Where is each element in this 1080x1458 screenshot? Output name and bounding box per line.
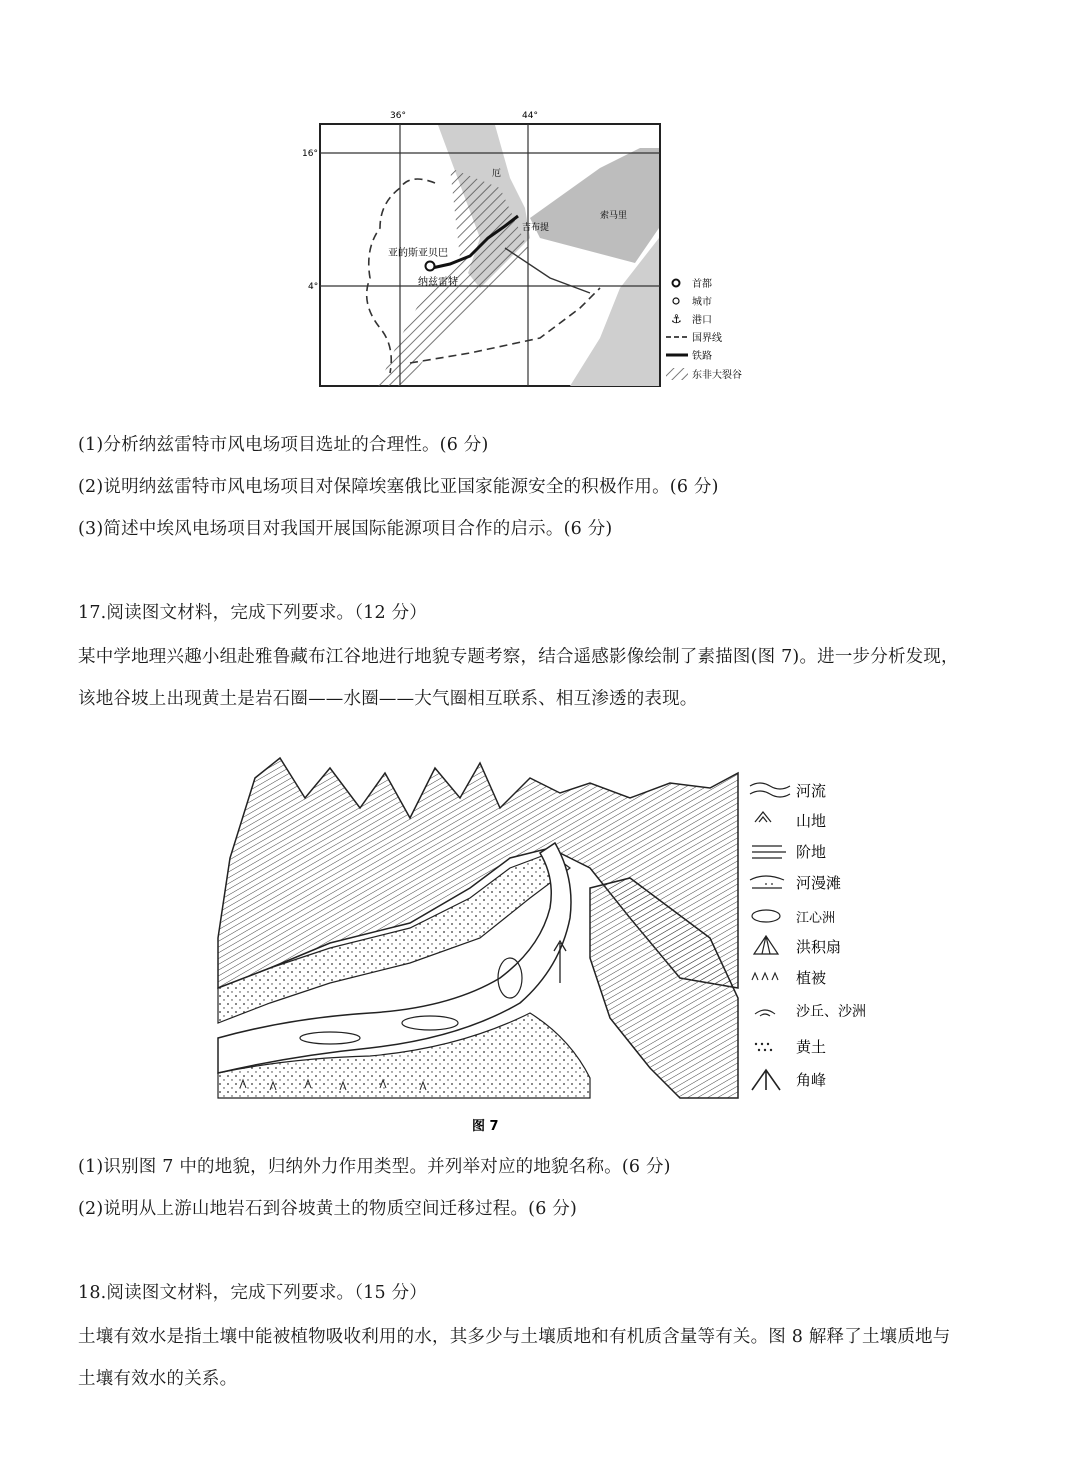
legend-city: 城市 (692, 297, 712, 308)
legend-railway: 铁路 (692, 351, 712, 362)
q17-paragraph-line2: 该地谷坡上出现黄土是岩石圈——水圈——大气圈相互联系、相互渗透的表现。 (78, 689, 698, 709)
label-djibouti: 吉布提 (522, 223, 550, 233)
label-nazret: 纳兹雷特 (418, 277, 458, 288)
capital-icon (673, 280, 680, 287)
dune-icon (755, 1010, 775, 1016)
q18-title: 18.阅读图文材料，完成下列要求。（15 分） (78, 1283, 428, 1303)
legend-island: 江心洲 (796, 911, 836, 926)
lat-label-16: 16° (302, 149, 318, 159)
q16-sub3: (3)简述中埃风电场项目对我国开展国际能源项目合作的启示。(6 分) (78, 519, 613, 539)
river-icon (750, 783, 790, 797)
legend-port: 港口 (692, 315, 712, 326)
q17-title: 17.阅读图文材料，完成下列要求。（12 分） (78, 603, 428, 623)
legend-capital: 首都 (692, 279, 712, 290)
legend-dune: 沙丘、沙洲 (796, 1004, 866, 1020)
legend-border: 国界线 (692, 333, 722, 344)
lon-label-44: 44° (522, 111, 538, 121)
legend-vegetation: 植被 (796, 969, 827, 987)
legend-alluvial-fan: 洪积扇 (796, 938, 842, 956)
mountain-icon (755, 812, 771, 822)
figure-7-caption: 图 7 (472, 1119, 499, 1134)
alluvial-fan-icon (754, 936, 778, 954)
lat-label-4: 4° (308, 282, 319, 292)
peak-icon (752, 1070, 780, 1090)
q18-paragraph-line2: 土壤有效水的关系。 (78, 1369, 238, 1389)
legend-terrace: 阶地 (796, 843, 827, 861)
q17-sub2: (2)说明从上游山地岩石到谷坡黄土的物质空间迁移过程。(6 分) (78, 1199, 578, 1219)
q18-paragraph-line1: 土壤有效水是指土壤中能被植物吸收利用的水，其多少与土壤质地和有机质含量等有关。图 8 解释了土壤质地与 (78, 1327, 951, 1347)
legend-loess: 黄土 (796, 1038, 827, 1056)
legend-peak: 角峰 (796, 1071, 827, 1089)
lon-label-36: 36° (390, 111, 406, 121)
floodplain-icon (750, 876, 784, 888)
map-legend (666, 277, 742, 381)
q16-sub1: (1)分析纳兹雷特市风电场项目选址的合理性。(6 分) (78, 435, 489, 455)
island-icon (752, 910, 780, 922)
city-icon (673, 298, 679, 304)
q16-sub2: (2)说明纳兹雷特市风电场项目对保障埃塞俄比亚国家能源安全的积极作用。(6 分) (78, 477, 719, 497)
vegetation-icon (752, 973, 778, 980)
legend-mountain: 山地 (796, 812, 827, 830)
capital-marker (426, 262, 435, 271)
legend-rift: 东非大裂谷 (692, 370, 742, 381)
valley-sketch-figure (210, 738, 870, 1148)
label-eritrea: 厄 (492, 169, 502, 179)
rift-hatch-icon (666, 368, 688, 380)
ethiopia-map-figure (300, 88, 770, 410)
legend-river: 河流 (796, 782, 827, 800)
label-somalia: 索马里 (600, 211, 628, 221)
loess-icon (755, 1043, 772, 1051)
terrace-icon (752, 846, 786, 858)
q17-paragraph-line1: 某中学地理兴趣小组赴雅鲁藏布江谷地进行地貌专题考察，结合遥感影像绘制了素描图(图 7)。进一步分析发现， (78, 647, 959, 667)
label-addis-ababa: 亚的斯亚贝巴 (388, 248, 448, 259)
sketch-legend (750, 782, 866, 1090)
legend-floodplain: 河漫滩 (796, 874, 842, 892)
q17-sub1: (1)识别图 7 中的地貌，归纳外力作用类型。并列举对应的地貌名称。(6 分) (78, 1157, 671, 1177)
anchor-icon: ⚓ (671, 312, 682, 326)
